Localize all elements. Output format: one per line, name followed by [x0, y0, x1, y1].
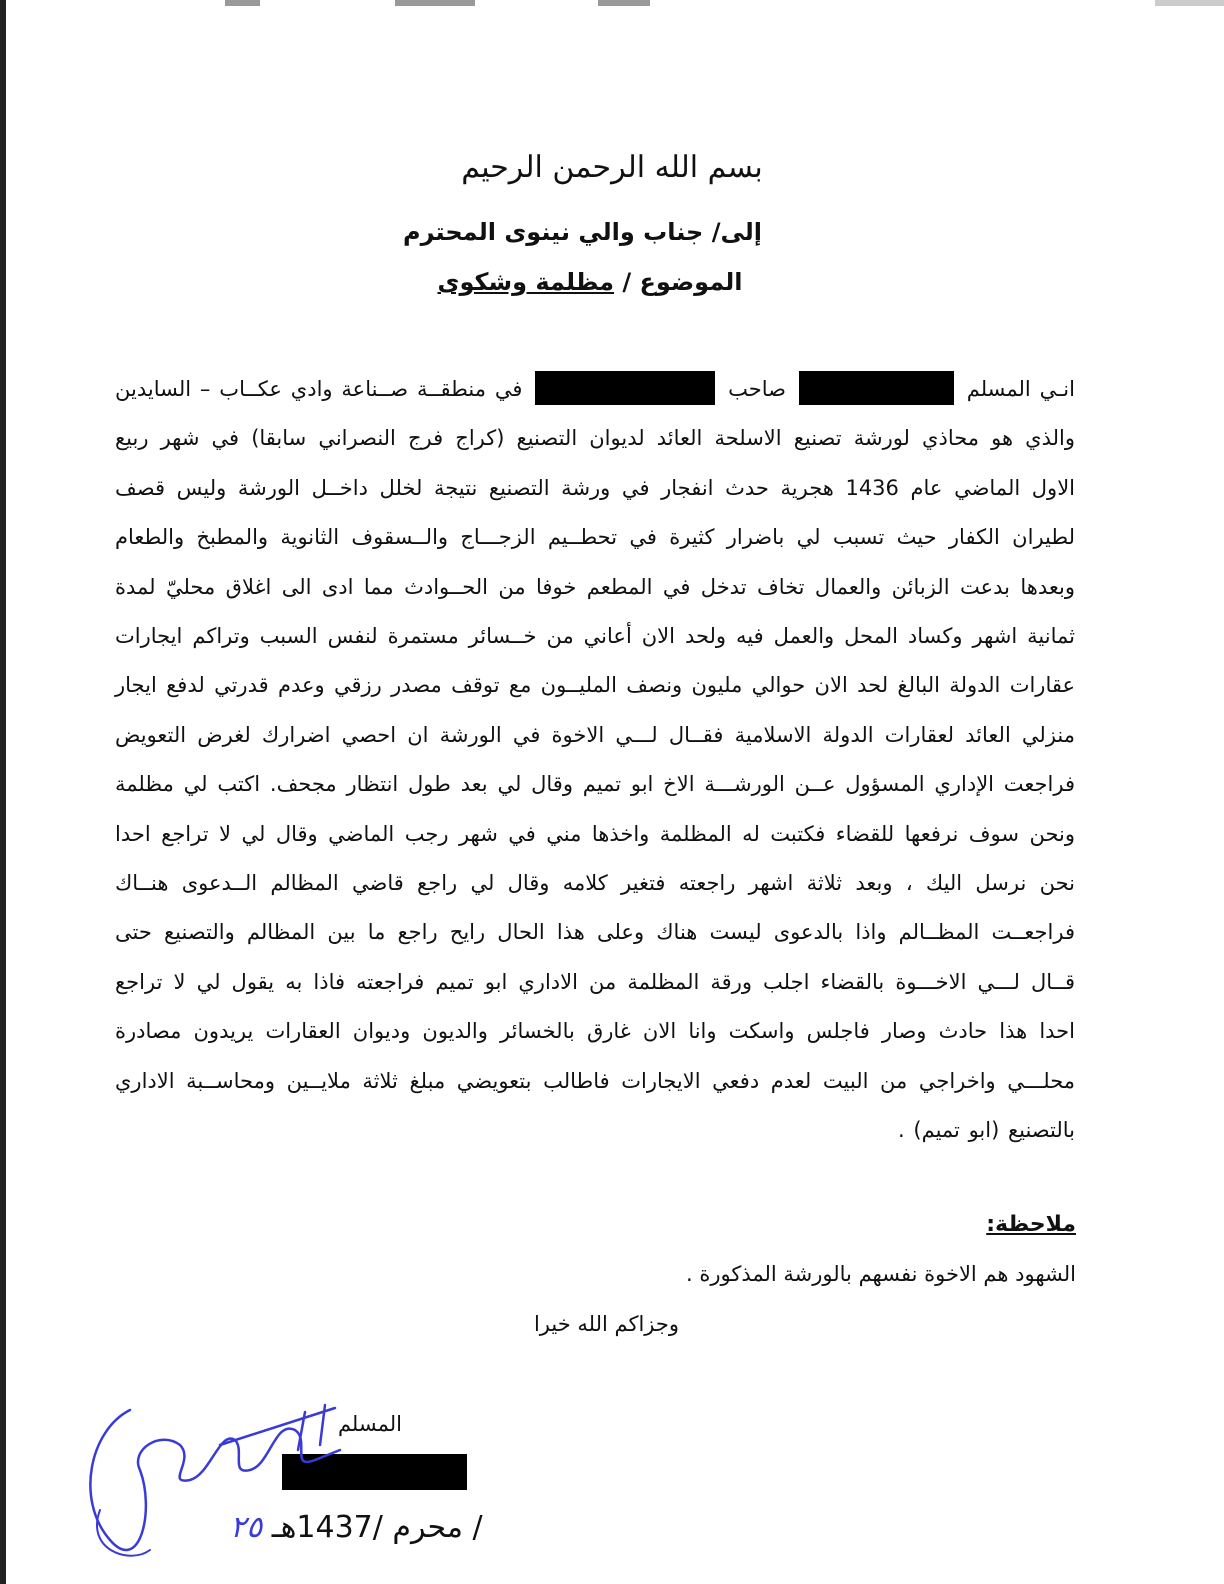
- signature-date: [230, 1510, 483, 1545]
- closing-line: وجزاكم الله خيرا: [533, 1312, 679, 1336]
- date-rest: / محرم /1437هـ: [271, 1510, 483, 1545]
- handwritten-signature-icon: [70, 1390, 370, 1580]
- note-title: ملاحظة:: [986, 1212, 1076, 1237]
- subject-label: الموضوع /: [622, 268, 743, 296]
- body-owner: صاحب: [728, 377, 786, 401]
- addressee-line: إلى/ جناب والي نينوى المحترم: [403, 218, 762, 246]
- basmala: بسم الله الرحمن الرحيم: [461, 150, 763, 185]
- subject-value: مظلمة وشكوى: [437, 268, 615, 296]
- signature-label: المسلم: [337, 1412, 402, 1436]
- redacted-business: [535, 371, 715, 405]
- subject-line: [0, 268, 1180, 296]
- date-day: ٢٥: [230, 1510, 263, 1545]
- note-text: الشهود هم الاخوة نفسهم بالورشة المذكورة .: [686, 1262, 1076, 1286]
- body-opening: انـي المسلم: [966, 377, 1075, 401]
- redacted-name: [799, 371, 954, 405]
- body-main-text: في منطقــة صــناعة وادي عكــاب – السايدين والذي هو محاذي لورشة تصنيع الاسلحة العائد لديوان التصنيع (كراج فرج النصراني سابقا) في شهر ربيع الاول الماضي عام 1436 هجرية حدث انفجار في ورشة التصنيع نتيجة لخلل داخــل الورشة وليس قصف لطيران الكفار حيث تسبب لي باضرار كثيرة في تحطــيم الزجـــاج والــسقوف الثانوية والمطبخ والطعام وبعدها بدعت الزبائن والعمال تخاف تدخل في المطعم خوفا من الحــوادث مما ادى الى اغلاق محليّ لمدة ثمانية اشهر وكساد المحل والعمل فيه ولحد الان أعاني من خــسائر مستمرة لنفس السبب وتراكم ايجارات عقارات الدولة البالغ لحد الان حوالي مليون ونصف المليــون مع توقف مصدر رزقي وعدم قدرتي لدفع ايجار منزلي العائد لعقارات الدولة الاسلامية فقــال لـــي الاخوة في الورشة ان احصي اضرارك لغرض التعويض فراجعت الإداري المسؤول عــن الورشـــة الاخ ابو تميم وقال لي بعد طول انتظار مجحف. اكتب لي مظلمة ونحن سوف نرفعها للقضاء فكتبت له المظلمة واخذها مني في شهر رجب الماضي وقال لي لا تراجع احدا نحن نرسل اليك ، وبعد ثلاثة اشهر راجعته فتغير كلامه وقال لي راجع قاضي المظالم الــدعوى هنــاك فراجعــت المظــالم واذا بالدعوى ليست هناك وعلى هذا الحال رايح راجع ما بين المظالم والتصنيع حتى قــال لـــي الاخـــوة بالقضاء اجلب ورقة المظلمة من الاداري ابو تميم فراجعته فاذا به يقول لي لا تراجع احدا هذا حادث وصار فاجلس واسكت وانا الان غارق بالخسائر والديون وديوان العقارات يريدون مصادرة محلـــي واخراجي من البيت لعدم دفعي الايجارات فاطالب بتعويضي مبلغ ثلاثة ملايــين ومحاســبة الاداري بالتصنيع (ابو تميم) .: [115, 377, 1076, 1143]
- letter-body: [115, 365, 1075, 1156]
